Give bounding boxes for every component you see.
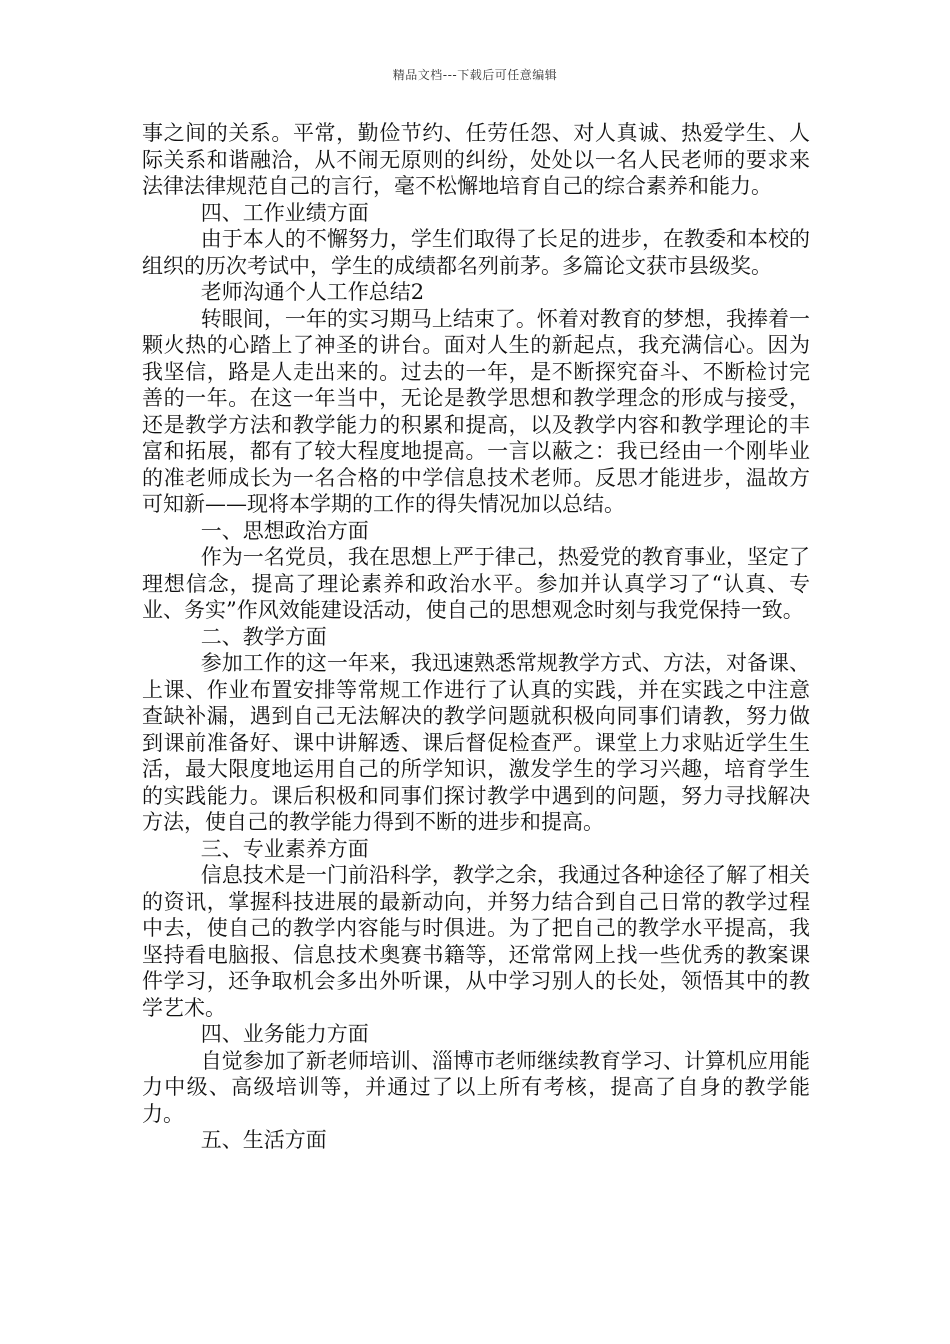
document-body [142,120,810,1154]
section-heading-work-results: 四、工作业绩方面 [200,200,369,225]
section-heading-teaching: 二、教学方面 [200,624,327,649]
section-heading-life: 五、生活方面 [200,1128,327,1152]
paragraph-politics: 作为一名党员，我在思想上严于律己，热爱党的教育事业，坚定了理想信念，提高了理论素养和政治水平。参加并认真学习了“认真、专业、务实”作风效能建设活动，使自己的思想观念时刻与我党保持一致。 [142,545,810,622]
document-title-summary-2: 老师沟通个人工作总结2 [200,280,425,304]
section-heading-business-ability: 四、业务能力方面 [200,1022,369,1046]
paragraph-professional: 信息技术是一门前沿科学，教学之余，我通过各种途径了解了相关的资讯，掌握科技进展的最新动向，并努力结合到自己日常的教学过程中去，使自己的教学内容能与时俱进。为了把自己的教学水平提高，我坚持看电脑报、信息技术奥赛书籍等，还常常网上找一些优秀的教案课件学习，还争取机会多出外听课，从中学习别人的长处，领悟其中的教学艺术。 [142,863,810,1020]
paragraph-continued: 事之间的关系。平常，勤俭节约、任劳任怨、对人真诚、热爱学生、人际关系和谐融洽，从不闹无原则的纠纷，处处以一名人民老师的要求来法律法律规范自己的言行，毫不松懈地培育自己的综合素养和能力。 [142,121,810,198]
section-heading-politics: 一、思想政治方面 [200,518,369,543]
paragraph-business-ability: 自觉参加了新老师培训、淄博市老师继续教育学习、计算机应用能力中级、高级培训等，并通过了以上所有考核，提高了自身的教学能力。 [142,1048,810,1126]
paragraph-teaching: 参加工作的这一年来，我迅速熟悉常规教学方式、方法，对备课、上课、作业布置安排等常规工作进行了认真的实践，并在实践之中注意查缺补漏，遇到自己无法解决的教学问题就积极向同事们请教，努力做到课前准备好、课中讲解透、课后督促检查严。课堂上力求贴近学生生活，最大限度地运用自己的所学知识，激发学生的学习兴趣，培育学生的实践能力。课后积极和同事们探讨教学中遇到的问题，努力寻找解决方法，使自己的教学能力得到不断的进步和提高。 [142,651,810,834]
section-heading-professional: 三、专业素养方面 [200,836,369,861]
paragraph-intro: 转眼间，一年的实习期马上结束了。怀着对教育的梦想，我捧着一颗火热的心踏上了神圣的讲台。面对人生的新起点，我充满信心。因为我坚信，路是人走出来的。过去的一年，是不断探究奋斗、不断检讨完善的一年。在这一年当中，无论是教学思想和教学理念的形成与接受，还是教学方法和教学能力的积累和提高，以及教学内容和教学理论的丰富和拓展，都有了较大程度地提高。一言以蔽之：我已经由一个刚毕业的准老师成长为一名合格的中学信息技术老师。反思才能进步，温故方可知新——现将本学期的工作的得失情况加以总结。 [142,306,810,516]
paragraph-work-results: 由于本人的不懈努力，学生们取得了长足的进步，在教委和本校的组织的历次考试中，学生的成绩都名列前茅。多篇论文获市县级奖。 [142,227,810,278]
page-header: 精品文档---下载后可任意编辑 [392,68,558,82]
